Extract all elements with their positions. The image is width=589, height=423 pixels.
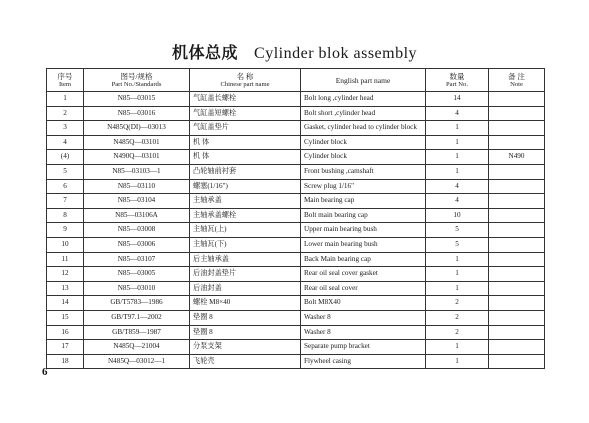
cell-english-name: Lower main bearing bush <box>301 237 426 252</box>
cell-chinese-name: 后油封盖垫片 <box>190 267 301 282</box>
cell-part-no: N85—03010 <box>84 281 190 296</box>
cell-chinese-name: 机 体 <box>190 135 301 150</box>
table-row <box>47 310 545 325</box>
cell-note <box>489 179 545 194</box>
cell-part-no: N85—03015 <box>84 92 190 107</box>
cell-part-no: GB/T97.1—2002 <box>84 310 190 325</box>
cell-quantity: 2 <box>426 325 489 340</box>
header-part-no-cn: 图号/规格 <box>120 71 153 81</box>
cell-chinese-name: 机 体 <box>190 150 301 165</box>
cell-english-name: Front bushing ,camshaft <box>301 164 426 179</box>
header-chinese-name-en: Chinese part name <box>220 80 270 88</box>
cell-item: 1 <box>47 92 84 107</box>
table-row <box>47 223 545 238</box>
cell-item: 3 <box>47 121 84 136</box>
table-row <box>47 252 545 267</box>
cell-chinese-name: 螺塞(1/16") <box>190 179 301 194</box>
cell-quantity: 1 <box>426 340 489 355</box>
cell-quantity: 1 <box>426 252 489 267</box>
cell-chinese-name: 螺栓 M8×40 <box>190 296 301 311</box>
table-row <box>47 354 545 369</box>
cell-item: (4) <box>47 150 84 165</box>
cell-quantity: 2 <box>426 296 489 311</box>
cell-item: 2 <box>47 106 84 121</box>
header-quantity-cn: 数量 <box>449 71 465 81</box>
cell-quantity: 1 <box>426 354 489 369</box>
cell-english-name: Flywheel casing <box>301 354 426 369</box>
cell-quantity: 4 <box>426 179 489 194</box>
cell-english-name: Bolt long ,cylinder head <box>301 92 426 107</box>
cell-english-name: Separate pump bracket <box>301 340 426 355</box>
cell-note <box>489 92 545 107</box>
cell-chinese-name: 主轴瓦(上) <box>190 223 301 238</box>
cell-english-name: Bolt M8X40 <box>301 296 426 311</box>
table-row <box>47 92 545 107</box>
table-row <box>47 208 545 223</box>
cell-item: 13 <box>47 281 84 296</box>
cell-english-name: Washer 8 <box>301 325 426 340</box>
cell-quantity: 1 <box>426 267 489 282</box>
cell-note: N490 <box>489 150 545 165</box>
table-row <box>47 267 545 282</box>
cell-quantity: 1 <box>426 121 489 136</box>
cell-note <box>489 106 545 121</box>
table-row <box>47 325 545 340</box>
cell-note <box>489 121 545 136</box>
cell-note <box>489 325 545 340</box>
header-quantity-en: Part No. <box>446 80 468 88</box>
cell-note <box>489 296 545 311</box>
cell-quantity: 1 <box>426 164 489 179</box>
cell-chinese-name: 后主轴承盖 <box>190 252 301 267</box>
parts-table <box>46 68 545 369</box>
cell-quantity: 14 <box>426 92 489 107</box>
cell-quantity: 5 <box>426 223 489 238</box>
cell-chinese-name: 气缸盖长螺栓 <box>190 92 301 107</box>
cell-english-name: Cylinder block <box>301 135 426 150</box>
cell-quantity: 4 <box>426 194 489 209</box>
table-row <box>47 106 545 121</box>
header-part-no <box>84 69 190 92</box>
cell-english-name: Cylinder block <box>301 150 426 165</box>
table-row <box>47 179 545 194</box>
cell-item: 16 <box>47 325 84 340</box>
cell-part-no: N85—03103—1 <box>84 164 190 179</box>
header-note-cn: 备 注 <box>508 71 525 81</box>
cell-note <box>489 354 545 369</box>
header-item-en: Item <box>58 80 72 88</box>
cell-part-no: N485Q—03101 <box>84 135 190 150</box>
cell-english-name: Washer 8 <box>301 310 426 325</box>
cell-part-no: N85—03008 <box>84 223 190 238</box>
header-row <box>47 69 545 92</box>
cell-note <box>489 310 545 325</box>
cell-part-no: N485Q—03012—1 <box>84 354 190 369</box>
cell-quantity: 4 <box>426 106 489 121</box>
header-english-name <box>301 69 426 92</box>
cell-note <box>489 281 545 296</box>
cell-part-no: N85—03107 <box>84 252 190 267</box>
table-row <box>47 121 545 136</box>
cell-chinese-name: 飞轮壳 <box>190 354 301 369</box>
cell-english-name: Rear oil seal cover <box>301 281 426 296</box>
cell-quantity: 1 <box>426 135 489 150</box>
header-chinese-name-cn: 名 称 <box>236 71 254 81</box>
table-header <box>47 69 545 92</box>
cell-note <box>489 252 545 267</box>
cell-quantity: 1 <box>426 150 489 165</box>
cell-english-name: Gasket, cylinder head to cylinder block <box>301 121 426 136</box>
cell-part-no: N85—03005 <box>84 267 190 282</box>
cell-part-no: N485Q—21004 <box>84 340 190 355</box>
cell-item: 6 <box>47 179 84 194</box>
cell-english-name: Main bearing cap <box>301 194 426 209</box>
cell-part-no: GB/T5783—1986 <box>84 296 190 311</box>
cell-part-no: GB/T859—1987 <box>84 325 190 340</box>
cell-item: 9 <box>47 223 84 238</box>
cell-quantity: 10 <box>426 208 489 223</box>
page-title <box>0 40 589 63</box>
cell-item: 18 <box>47 354 84 369</box>
cell-item: 10 <box>47 237 84 252</box>
cell-chinese-name: 主轴承盖 <box>190 194 301 209</box>
table-body <box>47 92 545 369</box>
cell-note <box>489 194 545 209</box>
cell-english-name: Upper main bearing bush <box>301 223 426 238</box>
cell-note <box>489 340 545 355</box>
table-row <box>47 296 545 311</box>
cell-chinese-name: 凸轮轴前衬套 <box>190 164 301 179</box>
header-english-name-text: English part name <box>335 75 391 85</box>
cell-chinese-name: 垫圈 8 <box>190 310 301 325</box>
cell-quantity: 2 <box>426 310 489 325</box>
cell-item: 14 <box>47 296 84 311</box>
cell-part-no: N85—03016 <box>84 106 190 121</box>
cell-item: 4 <box>47 135 84 150</box>
cell-chinese-name: 气缸盖垫片 <box>190 121 301 136</box>
cell-part-no: N85—03006 <box>84 237 190 252</box>
header-note-en: Note <box>510 80 523 88</box>
cell-note <box>489 223 545 238</box>
cell-english-name: Rear oil seal cover gasket <box>301 267 426 282</box>
cell-item: 11 <box>47 252 84 267</box>
table-row <box>47 135 545 150</box>
cell-part-no: N85—03110 <box>84 179 190 194</box>
cell-chinese-name: 气缸盖短螺栓 <box>190 106 301 121</box>
cell-part-no: N85—03106A <box>84 208 190 223</box>
cell-english-name: Back Main bearing cap <box>301 252 426 267</box>
cell-part-no: N85—03104 <box>84 194 190 209</box>
cell-note <box>489 135 545 150</box>
header-part-no-en: Part No./Standards <box>111 80 162 88</box>
cell-part-no: N490Q—03101 <box>84 150 190 165</box>
cell-chinese-name: 后油封盖 <box>190 281 301 296</box>
cell-quantity: 1 <box>426 281 489 296</box>
cell-item: 7 <box>47 194 84 209</box>
table-row <box>47 237 545 252</box>
cell-chinese-name: 主轴承盖螺栓 <box>190 208 301 223</box>
cell-quantity: 5 <box>426 237 489 252</box>
cell-chinese-name: 垫圈 8 <box>190 325 301 340</box>
table-row <box>47 281 545 296</box>
cell-item: 5 <box>47 164 84 179</box>
cell-note <box>489 164 545 179</box>
cell-english-name: Screw plug 1/16" <box>301 179 426 194</box>
table-row <box>47 340 545 355</box>
cell-chinese-name: 分泵支架 <box>190 340 301 355</box>
cell-chinese-name: 主轴瓦(下) <box>190 237 301 252</box>
title-chinese: 机体总成 <box>171 43 238 62</box>
cell-english-name: Bolt main bearing cap <box>301 208 426 223</box>
cell-part-no: N485Q(DI)—03013 <box>84 121 190 136</box>
header-item <box>47 69 84 92</box>
title-english: Cylinder blok assembly <box>254 45 418 62</box>
cell-note <box>489 208 545 223</box>
cell-item: 17 <box>47 340 84 355</box>
page-number: 6 <box>42 366 48 378</box>
table-row <box>47 194 545 209</box>
cell-note <box>489 237 545 252</box>
cell-item: 12 <box>47 267 84 282</box>
cell-item: 8 <box>47 208 84 223</box>
table-row <box>47 150 545 165</box>
cell-item: 15 <box>47 310 84 325</box>
header-item-cn: 序号 <box>57 71 73 81</box>
header-chinese-name <box>190 69 301 92</box>
header-note <box>489 69 545 92</box>
cell-note <box>489 267 545 282</box>
header-quantity <box>426 69 489 92</box>
table-row <box>47 164 545 179</box>
cell-english-name: Bolt short ,cylinder head <box>301 106 426 121</box>
